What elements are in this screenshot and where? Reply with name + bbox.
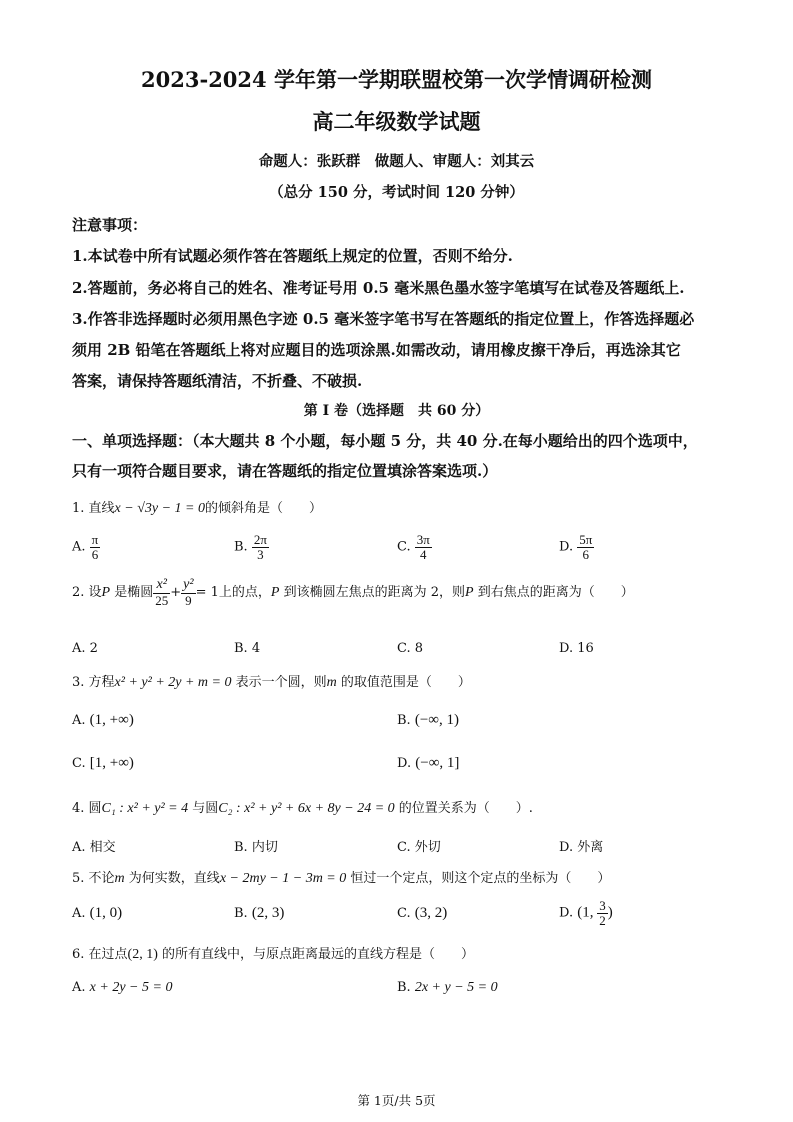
question-1: 1. 直线x − √3y − 1 = 0的倾斜角是（ ） bbox=[72, 501, 323, 516]
question-5: 5. 不论m 为何实数，直线x − 2my − 1 − 3m = 0 恒过一个定点，则这个定点的坐标为（ ） bbox=[72, 871, 611, 886]
q1-equation: x − √3y − 1 = 0 bbox=[114, 501, 205, 516]
question-2: 2. 设P 是椭圆 $\frac{\text{x²}}{25}$ + $\frac{\text{y²}}{9}$ = 1上的点，P 到该椭圆左焦点的距离为 2，则P 到右焦点的距离为（ ） bbox=[72, 577, 634, 608]
q5-equation: x − 2my − 1 − 3m = 0 bbox=[219, 871, 347, 886]
part-title: 第 I 卷（选择题 共 60 分） bbox=[303, 403, 490, 419]
q1-option-d: D. $\frac{5\pi}{6}$ bbox=[559, 532, 593, 562]
score-time-line: （总分 150 分，考试时间 120 分钟） bbox=[269, 184, 524, 201]
q4-option-c: C. 外切 bbox=[397, 840, 441, 855]
circle-c2: C₂ : x² + y² + 6x + 8y − 24 = 0 bbox=[218, 801, 395, 816]
notice-line-1: 1.本试卷中所有试题必须作答在答题纸上规定的位置，否则不给分. bbox=[72, 247, 513, 265]
q6-option-a: A. x + 2y − 5 = 0 bbox=[72, 980, 173, 995]
q1-option-c: C. $\frac{3\pi}{4}$ bbox=[397, 532, 430, 562]
q4-option-d: D. 外离 bbox=[559, 840, 604, 855]
q3-option-c: C. [1, +∞) bbox=[72, 755, 134, 771]
q5-option-b: B. (2, 3) bbox=[234, 905, 285, 921]
notice-line-4: 须用 2B 铅笔在答题纸上将对应题目的选项涂黑.如需改动，请用橡皮擦干净后，再选涂其它 bbox=[72, 341, 681, 359]
notice-line-5: 答案，请保持答题纸清洁，不折叠、不破损. bbox=[72, 372, 363, 390]
q5-option-a: A. (1, 0) bbox=[72, 905, 123, 921]
authors-line: 命题人：张跃群 做题人、审题人：刘其云 bbox=[258, 153, 535, 170]
q1-option-b: B. $\frac{2\pi}{3}$ bbox=[234, 532, 267, 562]
question-6: 6. 在过点(2, 1) 的所有直线中，与原点距离最远的直线方程是（ ） bbox=[72, 947, 475, 962]
question-4: 4. 圆C₁ : x² + y² = 4 与圆C₂ : x² + y² + 6x + 8y − 24 = 0 的位置关系为（ ）. bbox=[72, 801, 533, 816]
notice-line-2: 2.答题前，务必将自己的姓名、准考证号用 0.5 毫米黑色墨水签字笔填写在试卷及答题纸上. bbox=[72, 279, 685, 297]
q3-equation: x² + y² + 2y + m = 0 bbox=[114, 675, 232, 690]
exam-title: 2023-2024 学年第一学期联盟校第一次学情调研检测 bbox=[141, 67, 652, 92]
q2-option-b: B. 4 bbox=[234, 641, 261, 656]
q2-option-d: D. 16 bbox=[559, 641, 594, 656]
q2-option-c: C. 8 bbox=[397, 641, 424, 656]
q5-option-c: C. (3, 2) bbox=[397, 905, 448, 921]
question-3: 3. 方程x² + y² + 2y + m = 0 表示一个圆，则m 的取值范围是（ ） bbox=[72, 675, 471, 690]
exam-subtitle: 高二年级数学试题 bbox=[312, 109, 481, 134]
q4-option-a: A. 相交 bbox=[72, 840, 116, 855]
notice-heading: 注意事项： bbox=[72, 216, 148, 234]
q2-option-a: A. 2 bbox=[72, 641, 98, 656]
q3-option-b: B. (−∞, 1) bbox=[397, 712, 459, 728]
q3-option-d: D. (−∞, 1] bbox=[397, 755, 460, 771]
q5-option-d: D. (1, $\frac{3}{2}$ ) bbox=[559, 898, 613, 928]
section-heading-line-2: 只有一项符合题目要求，请在答题纸的指定位置填涂答案选项.） bbox=[72, 462, 498, 480]
q4-option-b: B. 内切 bbox=[234, 840, 278, 855]
section-heading-line-1: 一、单项选择题：（本大题共 8 个小题，每小题 5 分，共 40 分.在每小题给出的四个选项中， bbox=[72, 432, 698, 450]
circle-c1: C₁ : x² + y² = 4 bbox=[101, 801, 189, 816]
page-number: 第 1页/共 5页 bbox=[357, 1093, 436, 1108]
notice-line-3: 3.作答非选择题时必须用黑色字迹 0.5 毫米签字笔书写在答题纸的指定位置上，作答选择题必 bbox=[72, 310, 695, 328]
q3-option-a: A. (1, +∞) bbox=[72, 712, 134, 728]
q1-option-a: A. $\frac{\pi}{6}$ bbox=[72, 532, 99, 562]
q6-option-b: B. 2x + y − 5 = 0 bbox=[397, 980, 498, 995]
q6-point: (2, 1) bbox=[127, 947, 158, 962]
